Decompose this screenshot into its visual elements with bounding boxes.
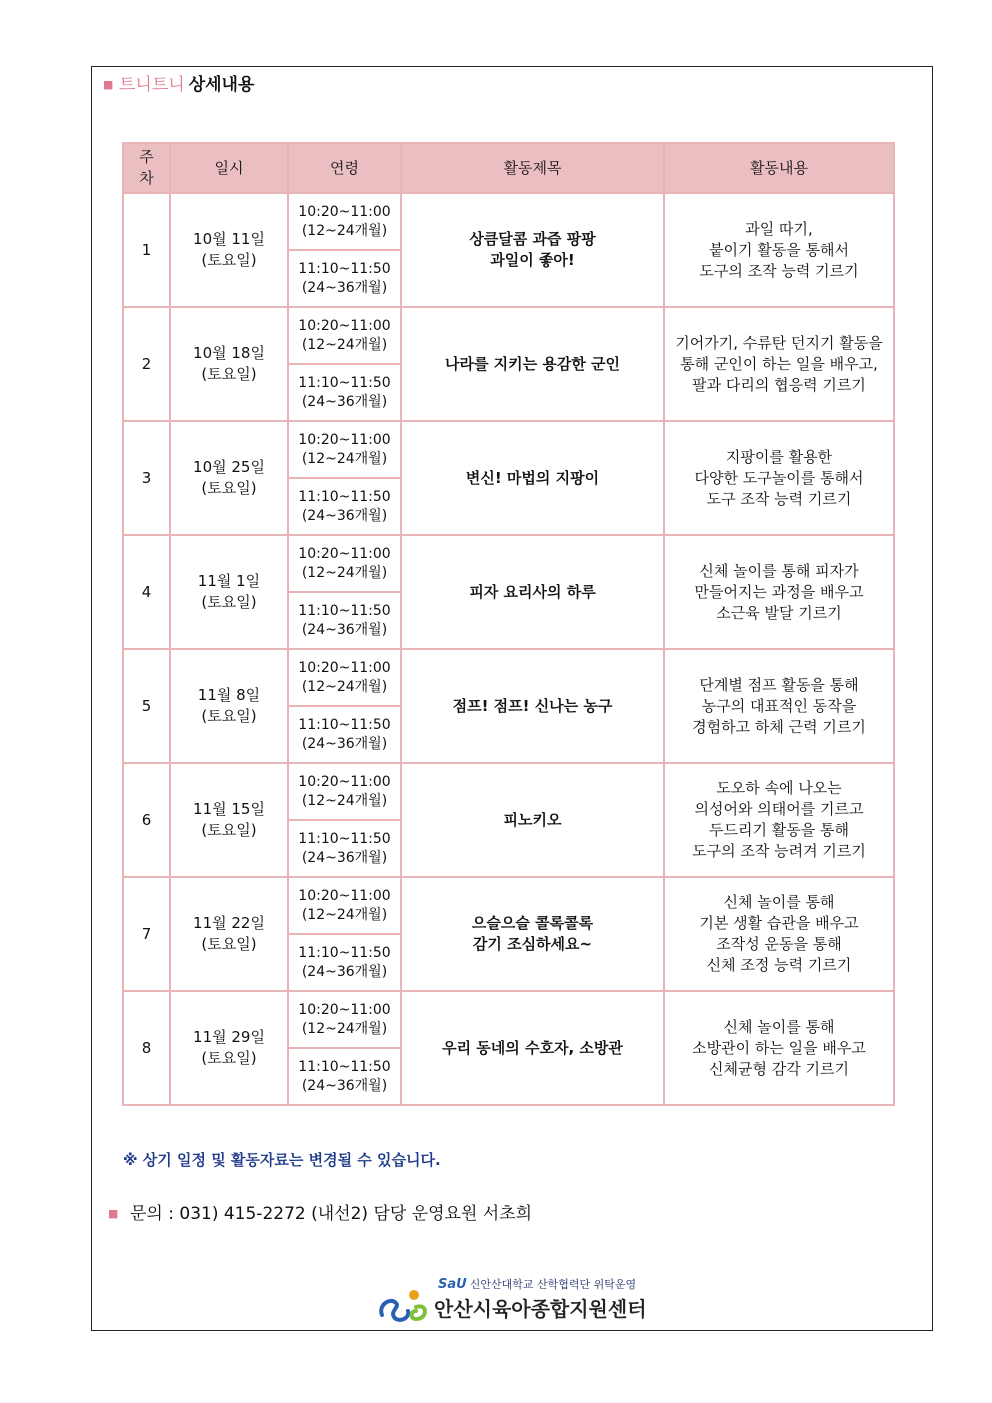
session-2-cell: 11:10~11:50 (24~36개월)	[288, 820, 401, 877]
session-2-cell: 11:10~11:50 (24~36개월)	[288, 364, 401, 421]
date-cell: 11월 22일 (토요일)	[170, 877, 288, 991]
schedule-change-note: ※ 상기 일정 및 활동자료는 변경될 수 있습니다.	[123, 1151, 441, 1169]
date-cell: 10월 25일 (토요일)	[170, 421, 288, 535]
table-row	[123, 649, 894, 706]
session-2-cell: 11:10~11:50 (24~36개월)	[288, 250, 401, 307]
logo-university-line: SaU 신안산대학교 산학협력단 위탁운영	[438, 1277, 637, 1292]
week-cell: 5	[123, 649, 170, 763]
table-row	[123, 991, 894, 1048]
week-cell: 7	[123, 877, 170, 991]
table-row	[123, 763, 894, 820]
session-2-cell: 11:10~11:50 (24~36개월)	[288, 1048, 401, 1105]
week-cell: 3	[123, 421, 170, 535]
session-1-cell: 10:20~11:00 (12~24개월)	[288, 877, 401, 934]
logo-sau-wordmark: SaU	[438, 1277, 467, 1292]
table-row	[123, 421, 894, 478]
section-heading	[103, 70, 254, 95]
activity-content-cell: 도오하 속에 나오는 의성어와 의태어를 기르고 두드리기 활동을 통해 도구의 조작 능려겨 기르기	[664, 763, 894, 877]
center-logo	[376, 1273, 656, 1325]
session-1-cell: 10:20~11:00 (12~24개월)	[288, 535, 401, 592]
activity-title-cell: 점프! 점프! 신나는 농구	[401, 649, 664, 763]
session-1-cell: 10:20~11:00 (12~24개월)	[288, 421, 401, 478]
activity-content-cell: 지팡이를 활용한 다양한 도구놀이를 통해서 도구 조작 능력 기르기	[664, 421, 894, 535]
session-1-cell: 10:20~11:00 (12~24개월)	[288, 193, 401, 250]
date-cell: 10월 11일 (토요일)	[170, 193, 288, 307]
table-header-row	[123, 143, 894, 193]
contact-info	[108, 1199, 532, 1224]
session-1-cell: 10:20~11:00 (12~24개월)	[288, 307, 401, 364]
activity-content-cell: 기어가기, 수류탄 던지기 활동을 통해 군인이 하는 일을 배우고, 팔과 다리의 협응력 기르기	[664, 307, 894, 421]
session-2-cell: 11:10~11:50 (24~36개월)	[288, 706, 401, 763]
session-2-cell: 11:10~11:50 (24~36개월)	[288, 592, 401, 649]
activity-content-cell: 신체 놀이를 통해 기본 생활 습관을 배우고 조작성 운동을 통해 신체 조정 능력 기르기	[664, 877, 894, 991]
square-bullet-icon: ■	[103, 78, 114, 91]
table-row	[123, 193, 894, 250]
table-row	[123, 535, 894, 592]
contact-text: 문의 : 031) 415-2272 (내선2) 담당 운영요원 서초희	[130, 1204, 533, 1224]
week-cell: 6	[123, 763, 170, 877]
week-cell: 8	[123, 991, 170, 1105]
table-row	[123, 307, 894, 364]
activity-title-cell: 나라를 지키는 용감한 군인	[401, 307, 664, 421]
activity-title-cell: 피노키오	[401, 763, 664, 877]
logo-center-name: 안산시육아종합지원센터	[434, 1297, 647, 1321]
activity-content-cell: 단계별 점프 활동을 통해 농구의 대표적인 동작을 경험하고 하체 근력 기르기	[664, 649, 894, 763]
activity-content-cell: 신체 놀이를 통해 피자가 만들어지는 과정을 배우고 소근육 발달 기르기	[664, 535, 894, 649]
activity-title-cell: 상큼달콤 과즙 팡팡 과일이 좋아!	[401, 193, 664, 307]
table-row	[123, 877, 894, 934]
activity-title-cell: 변신! 마법의 지팡이	[401, 421, 664, 535]
activity-title-cell: 으슬으슬 콜록콜록 감기 조심하세요~	[401, 877, 664, 991]
date-cell: 11월 1일 (토요일)	[170, 535, 288, 649]
activity-content-cell: 신체 놀이를 통해 소방관이 하는 일을 배우고 신체균형 감각 기르기	[664, 991, 894, 1105]
session-2-cell: 11:10~11:50 (24~36개월)	[288, 934, 401, 991]
schedule-table	[122, 142, 895, 1106]
header-title: 활동제목	[401, 143, 664, 193]
session-1-cell: 10:20~11:00 (12~24개월)	[288, 991, 401, 1048]
header-age: 연령	[288, 143, 401, 193]
session-1-cell: 10:20~11:00 (12~24개월)	[288, 763, 401, 820]
date-cell: 11월 15일 (토요일)	[170, 763, 288, 877]
header-week: 주 차	[123, 143, 170, 193]
heading-program-name: 트니트니	[119, 75, 185, 95]
schedule-body	[123, 193, 894, 1105]
header-date: 일시	[170, 143, 288, 193]
date-cell: 11월 8일 (토요일)	[170, 649, 288, 763]
week-cell: 4	[123, 535, 170, 649]
heading-detail-label: 상세내용	[188, 75, 255, 95]
square-bullet-icon: ■	[108, 1207, 119, 1220]
activity-title-cell: 피자 요리사의 하루	[401, 535, 664, 649]
week-cell: 1	[123, 193, 170, 307]
session-2-cell: 11:10~11:50 (24~36개월)	[288, 478, 401, 535]
activity-title-cell: 우리 동네의 수호자, 소방관	[401, 991, 664, 1105]
week-cell: 2	[123, 307, 170, 421]
date-cell: 11월 29일 (토요일)	[170, 991, 288, 1105]
center-logo-icon	[376, 1285, 432, 1325]
activity-content-cell: 과일 따기, 붙이기 활동을 통해서 도구의 조작 능력 기르기	[664, 193, 894, 307]
header-content: 활동내용	[664, 143, 894, 193]
session-1-cell: 10:20~11:00 (12~24개월)	[288, 649, 401, 706]
date-cell: 10월 18일 (토요일)	[170, 307, 288, 421]
